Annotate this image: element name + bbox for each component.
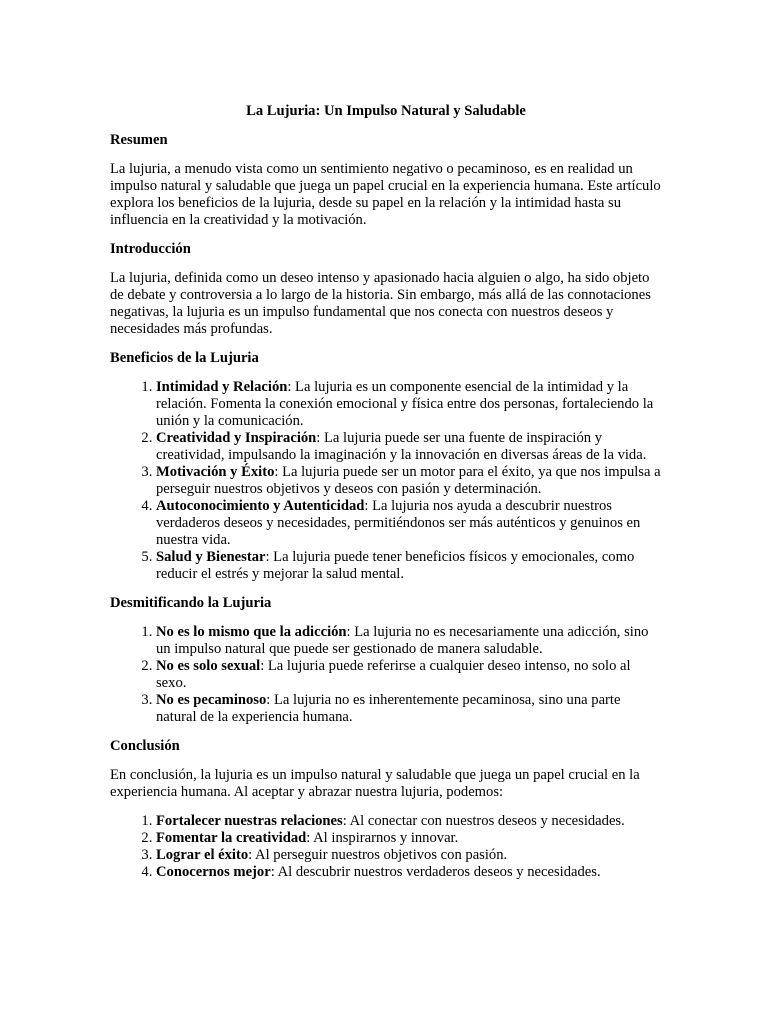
list-item [156, 830, 662, 847]
list-item [156, 813, 662, 830]
list-item-text: : Al descubrir nuestros verdaderos deseos y necesidades. [270, 864, 601, 880]
paragraph-introduccion: La lujuria, definida como un deseo intenso y apasionado hacia alguien o algo, ha sido objeto de debate y controversia a lo largo de la historia. Sin embargo, más allá de las connotaciones negativas, la lujuria es un impulso fundamental que nos conecta con nuestros deseos y necesidades más profundas. [110, 270, 651, 337]
list-item-term: Conocernos mejor [156, 864, 271, 880]
list-item-term: No es lo mismo que la adicción [156, 624, 347, 640]
paragraph-conclusion: En conclusión, la lujuria es un impulso natural y saludable que juega un papel crucial en la experiencia humana. Al aceptar y abrazar nuestra lujuria, podemos: [110, 767, 640, 800]
list-item-term: Autoconocimiento y Autenticidad [156, 498, 365, 514]
list-item [156, 624, 662, 658]
list-item [156, 864, 662, 881]
list-item-text: : La lujuria nos ayuda a descubrir nuestros verdaderos deseos y necesidades, permitiéndonos ser más auténticos y genuinos en nuestra vida. [156, 498, 641, 548]
list-item [156, 430, 662, 464]
list-item-term: Motivación y Éxito [156, 464, 275, 480]
list-item-text: : Al inspirarnos y innovar. [306, 830, 459, 846]
list-item-term: Fomentar la creatividad [156, 830, 307, 846]
list-item [156, 847, 662, 864]
paragraph-resumen: La lujuria, a menudo vista como un sentimiento negativo o pecaminoso, es en realidad un impulso natural y saludable que juega un papel crucial en la experiencia humana. Este artículo explora los beneficios de la lujuria, desde su papel en la relación y la intimidad hasta su influencia en la creatividad y la motivación. [110, 161, 661, 228]
list-item [156, 379, 662, 430]
list-item-text: : La lujuria es un componente esencial de la intimidad y la relación. Fomenta la conexión emocional y física entre dos personas, fortaleciendo la unión y la comunicación. [156, 379, 654, 429]
list-item-text: : La lujuria puede ser un motor para el éxito, ya que nos impulsa a perseguir nuestros objetivos y deseos con pasión y determinación. [156, 464, 661, 497]
document-title: La Lujuria: Un Impulso Natural y Saludable [246, 103, 526, 119]
list-item-term: Intimidad y Relación [156, 379, 288, 395]
list-desmitificando [110, 624, 662, 726]
heading-introduccion: Introducción [110, 241, 191, 257]
list-item-text: : La lujuria puede ser una fuente de inspiración y creatividad, impulsando la imaginación y la innovación en diversas áreas de la vida. [156, 430, 647, 463]
list-beneficios [110, 379, 662, 583]
heading-conclusion: Conclusión [110, 738, 180, 754]
list-item [156, 692, 662, 726]
list-item-text: : La lujuria no es necesariamente una adicción, sino un impulso natural que puede ser gestionado de manera saludable. [156, 624, 649, 657]
list-item [156, 549, 662, 583]
list-item-term: Lograr el éxito [156, 847, 249, 863]
heading-resumen: Resumen [110, 132, 168, 148]
list-item-text: : Al perseguir nuestros objetivos con pasión. [248, 847, 508, 863]
heading-beneficios: Beneficios de la Lujuria [110, 350, 259, 366]
document-body [110, 103, 662, 881]
list-item-text: : La lujuria no es inherentemente pecaminosa, sino una parte natural de la experiencia humana. [156, 692, 621, 725]
list-item [156, 658, 662, 692]
list-item-term: Salud y Bienestar [156, 549, 266, 565]
heading-desmitificando: Desmitificando la Lujuria [110, 595, 272, 611]
list-item-term: No es solo sexual [156, 658, 261, 674]
list-item-term: No es pecaminoso [156, 692, 267, 708]
list-item-term: Fortalecer nuestras relaciones [156, 813, 343, 829]
list-item [156, 498, 662, 549]
list-item-term: Creatividad y Inspiración [156, 430, 317, 446]
list-item-text: : La lujuria puede referirse a cualquier deseo intenso, no solo al sexo. [156, 658, 631, 691]
list-item-text: : La lujuria puede tener beneficios físicos y emocionales, como reducir el estrés y mejorar la salud mental. [156, 549, 635, 582]
list-item-text: : Al conectar con nuestros deseos y necesidades. [342, 813, 625, 829]
list-item [156, 464, 662, 498]
list-conclusion [110, 813, 662, 881]
